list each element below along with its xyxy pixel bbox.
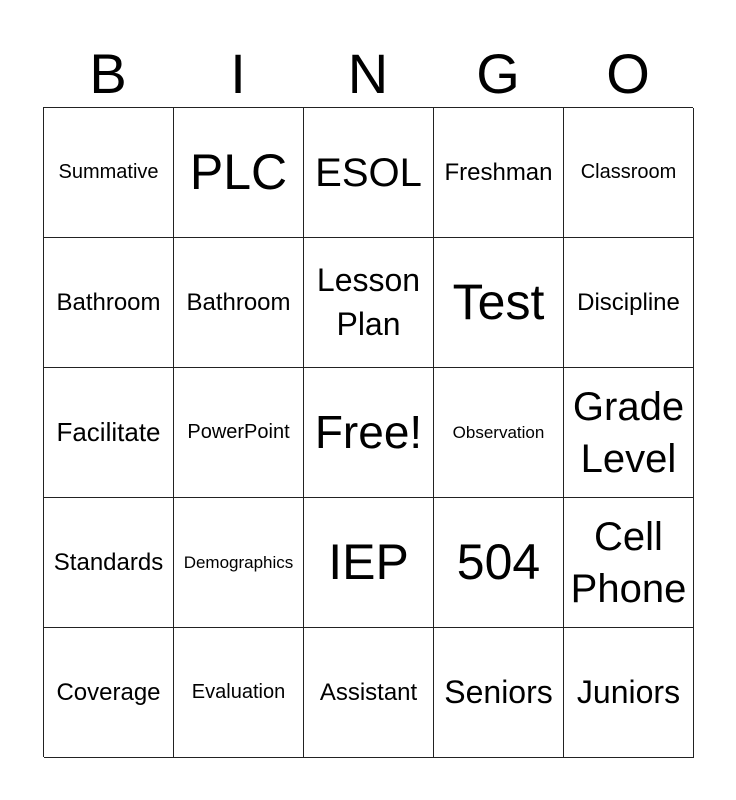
cell-label: Coverage bbox=[56, 678, 161, 706]
free-space-cell[interactable] bbox=[304, 368, 434, 498]
bingo-cell[interactable] bbox=[44, 238, 174, 368]
bingo-cell[interactable] bbox=[44, 628, 174, 758]
cell-label: Demographics bbox=[183, 552, 294, 572]
bingo-cell[interactable] bbox=[174, 108, 304, 238]
bingo-cell[interactable] bbox=[174, 368, 304, 498]
bingo-cell[interactable] bbox=[304, 238, 434, 368]
cell-label: Grade Level bbox=[572, 384, 685, 481]
bingo-cell[interactable] bbox=[564, 628, 694, 758]
header-letter-n: N bbox=[347, 42, 389, 105]
bingo-cell[interactable] bbox=[44, 498, 174, 628]
bingo-cell[interactable] bbox=[564, 108, 694, 238]
header-letter-o: O bbox=[606, 42, 650, 105]
bingo-cell[interactable] bbox=[304, 628, 434, 758]
cell-label: Classroom bbox=[580, 161, 677, 183]
bingo-cell[interactable] bbox=[44, 368, 174, 498]
cell-label: Observation bbox=[452, 422, 545, 442]
bingo-cell[interactable] bbox=[44, 108, 174, 238]
cell-label: Cell Phone bbox=[570, 514, 687, 611]
bingo-cell[interactable] bbox=[174, 628, 304, 758]
cell-label: Facilitate bbox=[56, 416, 161, 447]
header-letter-b: B bbox=[89, 42, 127, 105]
bingo-cell[interactable] bbox=[564, 498, 694, 628]
bingo-cell[interactable] bbox=[174, 238, 304, 368]
cell-label: Lesson Plan bbox=[316, 262, 421, 342]
cell-label: 504 bbox=[456, 534, 541, 590]
cell-label: IEP bbox=[328, 534, 409, 590]
cell-label: Test bbox=[452, 274, 545, 330]
bingo-cell[interactable] bbox=[434, 108, 564, 238]
cell-label: Juniors bbox=[576, 673, 681, 710]
bingo-header bbox=[43, 40, 693, 108]
bingo-cell[interactable] bbox=[434, 628, 564, 758]
bingo-cell[interactable] bbox=[434, 238, 564, 368]
cell-label: Summative bbox=[58, 161, 159, 183]
header-letter-g: G bbox=[476, 42, 520, 105]
cell-label: Bathroom bbox=[56, 288, 161, 316]
cell-label: Seniors bbox=[444, 673, 553, 710]
bingo-cell[interactable] bbox=[304, 498, 434, 628]
bingo-cell[interactable] bbox=[304, 108, 434, 238]
cell-label: Discipline bbox=[577, 288, 680, 316]
cell-label: Freshman bbox=[444, 158, 553, 186]
bingo-cell[interactable] bbox=[174, 498, 304, 628]
bingo-cell[interactable] bbox=[564, 368, 694, 498]
cell-label: Bathroom bbox=[186, 288, 291, 316]
bingo-cell[interactable] bbox=[564, 238, 694, 368]
cell-label: ESOL bbox=[315, 150, 422, 195]
cell-label: PLC bbox=[189, 144, 288, 200]
bingo-card-grid bbox=[43, 107, 693, 757]
bingo-cell[interactable] bbox=[434, 498, 564, 628]
cell-label: Standards bbox=[53, 548, 164, 576]
header-letter-i: I bbox=[230, 42, 246, 105]
cell-label: PowerPoint bbox=[187, 421, 290, 443]
cell-label: Evaluation bbox=[191, 681, 286, 703]
cell-label: Assistant bbox=[319, 678, 418, 706]
free-space-label: Free! bbox=[314, 406, 423, 459]
bingo-cell[interactable] bbox=[434, 368, 564, 498]
